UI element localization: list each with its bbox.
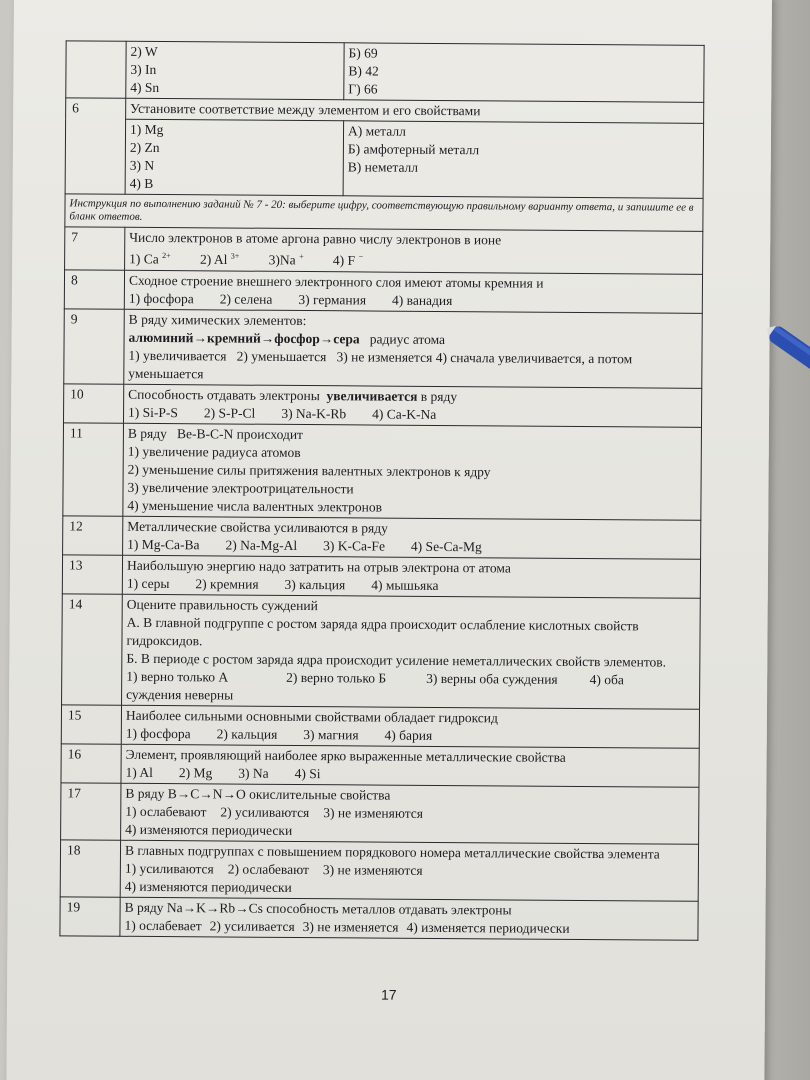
list-item: А) металл	[347, 123, 406, 139]
option: 2) Na-Mg-Al	[225, 536, 298, 553]
list-item: Г) 66	[348, 81, 378, 97]
option-label: 3)Na	[268, 252, 296, 268]
table-row	[62, 593, 701, 708]
option: 1) ослабевает	[124, 917, 202, 933]
question-cell	[123, 423, 702, 520]
option: 2) усиливаются	[220, 803, 310, 820]
question-text: Наибольшую энергию надо затратить на отрыв электрона от атома	[126, 557, 511, 575]
table-row	[63, 422, 702, 519]
charge-superscript: 2+	[162, 251, 171, 261]
list-item: 2) Zn	[129, 139, 160, 156]
question-number: 15	[61, 704, 121, 743]
question-number: 9	[64, 308, 125, 383]
table-row	[65, 227, 703, 274]
option: 1) Si-P-S	[128, 404, 179, 420]
question-cell	[121, 705, 699, 748]
element-series: алюминий→кремний→фосфор→сера	[128, 329, 360, 346]
question-cell	[122, 594, 701, 709]
question-cell	[120, 840, 698, 901]
list-item: В) неметалл	[347, 159, 419, 175]
option: 2) ослабевают	[227, 861, 309, 877]
option: 2) уменьшение силы притяжения валентных электронов к ядру	[127, 461, 491, 479]
question-number: 7	[65, 227, 125, 270]
question-text: В ряду химических элементов:	[128, 311, 307, 328]
charge-superscript: 3+	[230, 251, 240, 261]
option: 1) Al	[125, 764, 154, 780]
table-row	[66, 41, 704, 102]
option: 4) Si	[294, 765, 321, 781]
question-cell	[121, 783, 699, 844]
options-line	[129, 247, 698, 272]
right-options-cell	[343, 121, 704, 199]
question-cell	[123, 516, 701, 559]
question-cell	[124, 270, 702, 313]
option	[333, 248, 363, 270]
option-label: 4) F	[332, 252, 356, 268]
statement-a: А. В главной подгруппе с ростом заряда ядра происходит ослабление кислотных свойств гидроксидов.	[126, 614, 639, 648]
option: 3) Na-K-Rb	[281, 405, 347, 421]
table-row	[65, 194, 703, 231]
option: 4) бария	[384, 727, 433, 743]
option: 4) изменяются периодически	[125, 821, 293, 838]
series-tail: радиус атома	[369, 330, 446, 347]
option: 2) S-P-Cl	[203, 404, 256, 421]
emphasis-text: увеличивается	[326, 387, 418, 404]
question-number: 6	[65, 98, 126, 194]
option: 3) германия	[298, 291, 367, 307]
options-line	[128, 403, 697, 425]
question-number: 14	[62, 593, 123, 704]
question-text-line: Установите соответствие между элементом и его свойствами	[130, 100, 481, 119]
list-item: 4) Sn	[130, 79, 160, 96]
question-text: В главных подгруппах с повышением порядкового номера металлические свойства элемента	[124, 842, 660, 862]
option: 2) усиливается	[209, 917, 295, 934]
option	[200, 247, 239, 269]
question-number: 13	[62, 554, 122, 593]
charge-superscript: −	[358, 252, 364, 262]
option: 1) серы	[126, 575, 170, 591]
question-number: 18	[60, 839, 120, 896]
option: 1) усиливаются	[124, 860, 214, 876]
option: 4) ванадия	[392, 292, 453, 308]
option: 4) Se-Ca-Mg	[410, 538, 482, 554]
option: 4) изменяются периодически	[124, 878, 292, 895]
option: 1) фосфора	[125, 725, 191, 741]
table-row	[64, 269, 702, 312]
question-text: Наиболее сильными основными свойствами обладает гидроксид	[125, 707, 498, 725]
table-row	[63, 383, 701, 426]
option	[269, 248, 304, 270]
question-number: 12	[63, 515, 123, 554]
option: 1) верно только А	[126, 668, 229, 685]
question-text: В ряду Na→K→Rb→Cs способность металлов отдавать электроны	[124, 899, 512, 917]
question-text: В ряду Be-B-C-N происходит	[127, 425, 304, 442]
text-part: в ряду	[420, 388, 458, 404]
list-item: Б) 69	[348, 45, 378, 61]
question-number: 16	[61, 743, 121, 782]
option: 4) мышьяка	[371, 577, 439, 593]
options-line: 1) увеличивается 2) уменьшается 3) не изменяется 4) сначала увеличивается, а потом	[128, 347, 633, 366]
option-label: 1) Ca	[129, 251, 159, 267]
question-cell	[124, 309, 703, 388]
right-options-cell	[344, 43, 704, 103]
page-number: 17	[380, 986, 397, 1003]
question-cell	[123, 384, 701, 427]
question-cell	[120, 897, 698, 940]
options-line	[126, 724, 695, 746]
question-cell	[121, 744, 699, 787]
list-item: 4) B	[129, 175, 154, 191]
charge-superscript: +	[299, 251, 304, 262]
options-line	[124, 916, 693, 938]
table-row	[61, 704, 699, 747]
questions-table	[59, 40, 704, 940]
option: 1) ослабевают	[125, 803, 207, 819]
option: 3) не изменяются	[322, 861, 423, 878]
options-line: уменьшается	[128, 365, 204, 381]
question-text: Число электронов в атоме аргона равно числу электронов в ионе	[129, 229, 502, 248]
table-row	[61, 743, 699, 786]
option: 2) Mg	[178, 764, 213, 780]
option: 4) уменьшение числа валентных электронов	[127, 497, 383, 515]
options-line	[129, 289, 698, 311]
option: 4) оба	[589, 671, 624, 687]
options-line	[125, 763, 694, 785]
option: 2) верно только Б	[286, 669, 387, 686]
left-options-cell	[125, 119, 344, 196]
option: 3) кальция	[284, 576, 346, 592]
question-number: 10	[63, 383, 123, 422]
question-number: 11	[63, 422, 124, 515]
left-options-cell	[126, 41, 344, 100]
option: 1) Mg-Ca-Ba	[127, 536, 200, 552]
table-row	[60, 839, 698, 900]
option: 1) увеличение радиуса атомов	[127, 443, 301, 460]
document-page	[6, 0, 772, 1080]
option: 3) магния	[303, 726, 359, 742]
list-item: Б) амфотерный металл	[347, 141, 480, 158]
table-row	[60, 896, 698, 939]
question-number: 19	[60, 896, 120, 935]
table-row	[63, 515, 701, 558]
option	[129, 247, 171, 269]
option: 3) не изменяются	[323, 804, 424, 821]
text-part: Способность отдавать электроны	[128, 386, 320, 403]
list-item: 3) N	[129, 157, 155, 173]
statement-b: Б. В периоде с ростом заряда ядра происходит усиление неметаллических свойств элементов.	[126, 650, 667, 670]
option: 3) не изменяется	[302, 918, 399, 935]
option: 2) кальция	[216, 725, 278, 742]
number-cell	[66, 41, 126, 98]
option-tail: суждения неверны	[126, 686, 234, 703]
list-item: 1) Mg	[129, 121, 164, 138]
option: 4) изменяется периодически	[406, 919, 570, 936]
list-item: В) 42	[348, 63, 379, 79]
option: 3) Na	[238, 765, 269, 781]
option: 3) увеличение электроотрицательности	[127, 479, 354, 496]
question-cell	[125, 227, 703, 274]
option-label: 2) Al	[199, 251, 228, 267]
question-text: Элемент, проявляющий наиболее ярко выраженные металлические свойства	[125, 746, 566, 765]
question-number: 17	[61, 782, 121, 839]
options-line	[127, 535, 696, 557]
option: 2) селена	[219, 290, 273, 307]
question-text: Металлические свойства усиливаются в ряду	[127, 518, 388, 536]
table-row	[65, 119, 704, 198]
table-row	[62, 554, 700, 597]
instruction-text: Инструкция по выполнению заданий № 7 - 20: выберите цифру, соответствующую правильному варианту ответа, и запишите ее в бланк ответов.	[65, 194, 703, 231]
question-text: Сходное строение внешнего электронного слоя имеют атомы кремния и	[128, 272, 544, 291]
list-item: 3) In	[130, 61, 157, 77]
table-row	[61, 782, 699, 843]
list-item: 2) W	[130, 43, 158, 60]
option: 3) K-Ca-Fe	[323, 537, 386, 554]
question-text: Оцените правильность суждений	[126, 596, 318, 613]
option: 4) Ca-K-Na	[372, 406, 437, 422]
question-number: 8	[64, 269, 124, 308]
question-cell	[122, 555, 700, 598]
option: 2) кремния	[195, 575, 259, 592]
option: 1) фосфора	[128, 290, 194, 306]
question-text: В ряду B→C→N→O окислительные свойства	[125, 785, 391, 803]
options-line	[127, 574, 696, 596]
table-row	[64, 308, 703, 387]
option: 3) верны оба суждения	[426, 670, 558, 687]
